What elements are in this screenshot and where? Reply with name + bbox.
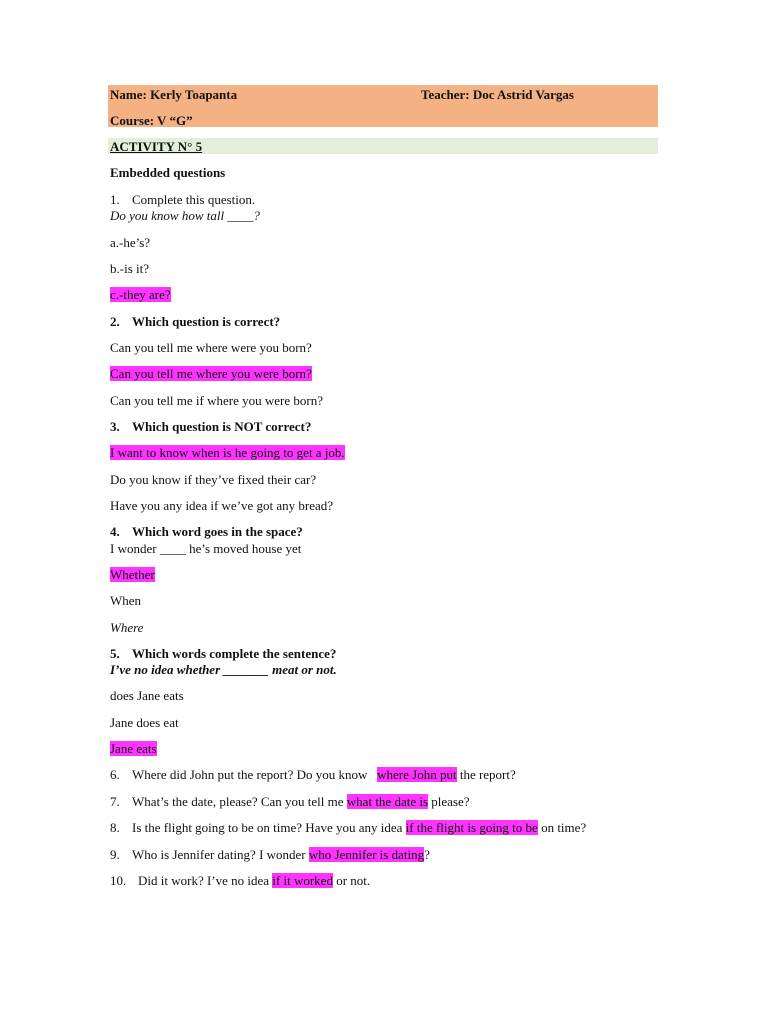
item-rest: ? <box>424 847 430 862</box>
question-number: 1. <box>110 192 120 207</box>
question-number: 4. <box>110 524 120 539</box>
highlighted-answer: if it worked <box>272 873 333 888</box>
highlighted-answer: Can you tell me where you were born? <box>110 366 312 381</box>
highlighted-answer: if the flight is going to be <box>405 820 538 835</box>
question-text: Which words complete the sentence? <box>132 646 337 661</box>
question-3-prompt <box>110 419 311 435</box>
question-1-sentence: Do you know how tall ____? <box>110 208 260 223</box>
question-5-option-a: does Jane eats <box>110 688 184 703</box>
item-prompt: Where did John put the report? Do you know <box>132 767 368 782</box>
item-rest: or not. <box>332 873 371 888</box>
item-rest: the report? <box>456 767 516 782</box>
item-rest: on time? <box>537 820 587 835</box>
question-1-prompt <box>110 192 255 208</box>
question-2-option-a: Can you tell me where were you born? <box>110 340 312 355</box>
question-1-option-c <box>110 287 171 303</box>
activity-title: ACTIVITY N° 5 <box>110 139 203 154</box>
item-number: 7. <box>110 794 120 809</box>
item-9 <box>110 847 430 863</box>
highlighted-answer: Whether <box>110 567 155 582</box>
question-5-sentence: I’ve no idea whether _______ meat or not. <box>110 662 337 677</box>
question-number: 3. <box>110 419 120 434</box>
item-number: 9. <box>110 847 120 862</box>
highlighted-answer: I want to know when is he going to get a job. <box>110 445 345 460</box>
highlighted-answer: Jane eats <box>110 741 157 756</box>
question-5-prompt <box>110 646 336 662</box>
item-rest: please? <box>428 794 470 809</box>
item-number: 6. <box>110 767 120 782</box>
student-name: Name: Kerly Toapanta <box>110 87 238 102</box>
item-7 <box>110 794 470 810</box>
item-number: 8. <box>110 820 120 835</box>
question-text: Complete this question. <box>132 192 256 207</box>
question-3-option-a <box>110 445 345 461</box>
question-2-option-c: Can you tell me if where you were born? <box>110 393 323 408</box>
teacher-name: Teacher: Doc Astrid Vargas <box>421 87 574 102</box>
item-6 <box>110 767 516 783</box>
question-3-option-b: Do you know if they’ve fixed their car? <box>110 472 317 487</box>
highlighted-answer: who Jennifer is dating <box>308 847 425 862</box>
item-prompt: Did it work? I’ve no idea <box>138 873 273 888</box>
highlighted-answer: c.-they are? <box>110 287 171 302</box>
section-title: Embedded questions <box>110 165 226 180</box>
highlighted-answer: what the date is <box>346 794 429 809</box>
item-8 <box>110 820 586 836</box>
question-1-option-a: a.-he’s? <box>110 235 151 250</box>
question-2-prompt <box>110 314 280 330</box>
question-4-sentence: I wonder ____ he’s moved house yet <box>110 541 302 556</box>
question-1-option-b: b.-is it? <box>110 261 149 276</box>
question-5-option-b: Jane does eat <box>110 715 179 730</box>
question-4-prompt <box>110 524 303 540</box>
question-4-option-b: When <box>110 593 142 608</box>
question-4-option-a <box>110 567 155 583</box>
item-10 <box>110 873 370 889</box>
question-text: Which question is NOT correct? <box>132 419 312 434</box>
item-prompt: Who is Jennifer dating? I wonder <box>132 847 309 862</box>
question-text: Which word goes in the space? <box>132 524 303 539</box>
question-number: 2. <box>110 314 120 329</box>
item-prompt: What’s the date, please? Can you tell me <box>132 794 347 809</box>
question-4-option-c: Where <box>110 620 144 635</box>
item-prompt: Is the flight going to be on time? Have you any idea <box>132 820 406 835</box>
highlighted-answer: where John put <box>377 767 457 782</box>
course-label: Course: V “G” <box>110 113 193 128</box>
item-number: 10. <box>110 873 127 888</box>
question-2-option-b <box>110 366 312 382</box>
question-text: Which question is correct? <box>132 314 281 329</box>
question-5-option-c <box>110 741 157 757</box>
question-number: 5. <box>110 646 120 661</box>
question-3-option-c: Have you any idea if we’ve got any bread? <box>110 498 334 513</box>
